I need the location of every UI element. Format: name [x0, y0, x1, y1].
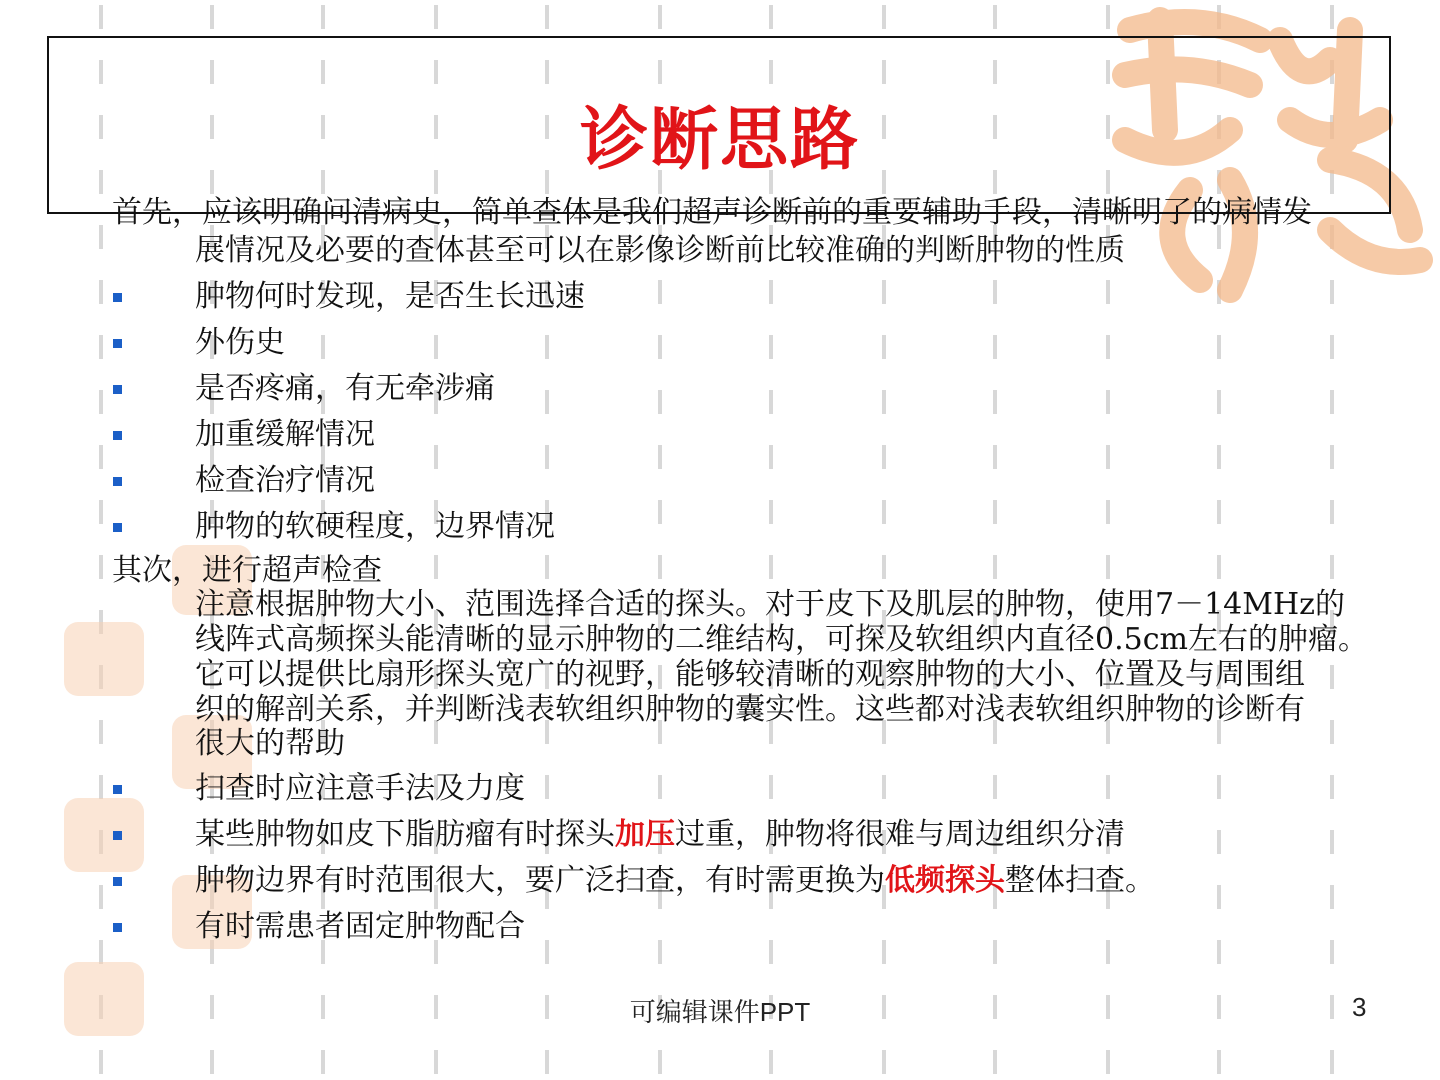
exam-item-1: 扫查时应注意手法及力度 [195, 771, 525, 806]
bullet-marker [113, 923, 122, 932]
history-item-5: 检查治疗情况 [195, 463, 375, 498]
intro-line-1: 首先，应该明确问清病史，简单查体是我们超声诊断前的重要辅助手段，清晰明了的病情发 [112, 195, 1312, 230]
highlight-low-freq-probe: 低频探头 [885, 863, 1005, 898]
bullet-marker [113, 385, 122, 394]
exam-para-line-5: 很大的帮助 [195, 726, 345, 761]
footer-text: 可编辑课件PPT [629, 997, 811, 1027]
bullet-marker [113, 785, 122, 794]
exam-heading: 其次，进行超声检查 [112, 553, 382, 588]
exam-item-4: 有时需患者固定肿物配合 [195, 909, 525, 944]
bullet-marker [113, 293, 122, 302]
highlight-pressure: 加压 [615, 817, 675, 852]
history-item-1: 肿物何时发现，是否生长迅速 [195, 279, 585, 314]
exam-item-2-text-end: 过重，肿物将很难与周边组织分清 [675, 817, 1125, 852]
exam-para-line-2: 线阵式高频探头能清晰的显示肿物的二维结构，可探及软组织内直径0.5cm左右的肿瘤。 [195, 622, 1368, 657]
exam-para-line-1: 注意根据肿物大小、范围选择合适的探头。对于皮下及肌层的肿物，使用7－14MHz的 [195, 587, 1345, 622]
slide-title: 诊断思路 [579, 100, 860, 180]
history-item-4: 加重缓解情况 [195, 417, 375, 452]
exam-para-line-4: 织的解剖关系，并判断浅表软组织肿物的囊实性。这些都对浅表软组织肿物的诊断有 [195, 692, 1305, 727]
bullet-marker [113, 339, 122, 348]
exam-item-3-text-end: 整体扫查。 [1005, 863, 1155, 898]
exam-item-2 [195, 818, 1125, 852]
bullet-marker [113, 523, 122, 532]
intro-line-2: 展情况及必要的查体甚至可以在影像诊断前比较准确的判断肿物的性质 [195, 233, 1125, 268]
bullet-marker [113, 831, 122, 840]
page-number: 3 [1352, 992, 1367, 1022]
history-item-2: 外伤史 [195, 325, 285, 360]
exam-para-line-3: 它可以提供比扇形探头宽广的视野，能够较清晰的观察肿物的大小、位置及与周围组 [195, 657, 1305, 692]
bullet-marker [113, 477, 122, 486]
seal-stamp-4 [64, 798, 144, 872]
history-item-3: 是否疼痛，有无牵涉痛 [195, 371, 495, 406]
history-item-6: 肿物的软硬程度，边界情况 [195, 509, 555, 544]
seal-stamp-2 [64, 622, 144, 696]
bullet-marker [113, 877, 122, 886]
exam-item-2-text: 某些肿物如皮下脂肪瘤有时探头 [195, 817, 615, 852]
exam-item-3-text: 肿物边界有时范围很大，要广泛扫查，有时需更换为 [195, 863, 885, 898]
exam-item-3 [195, 864, 1155, 898]
bullet-marker [113, 431, 122, 440]
